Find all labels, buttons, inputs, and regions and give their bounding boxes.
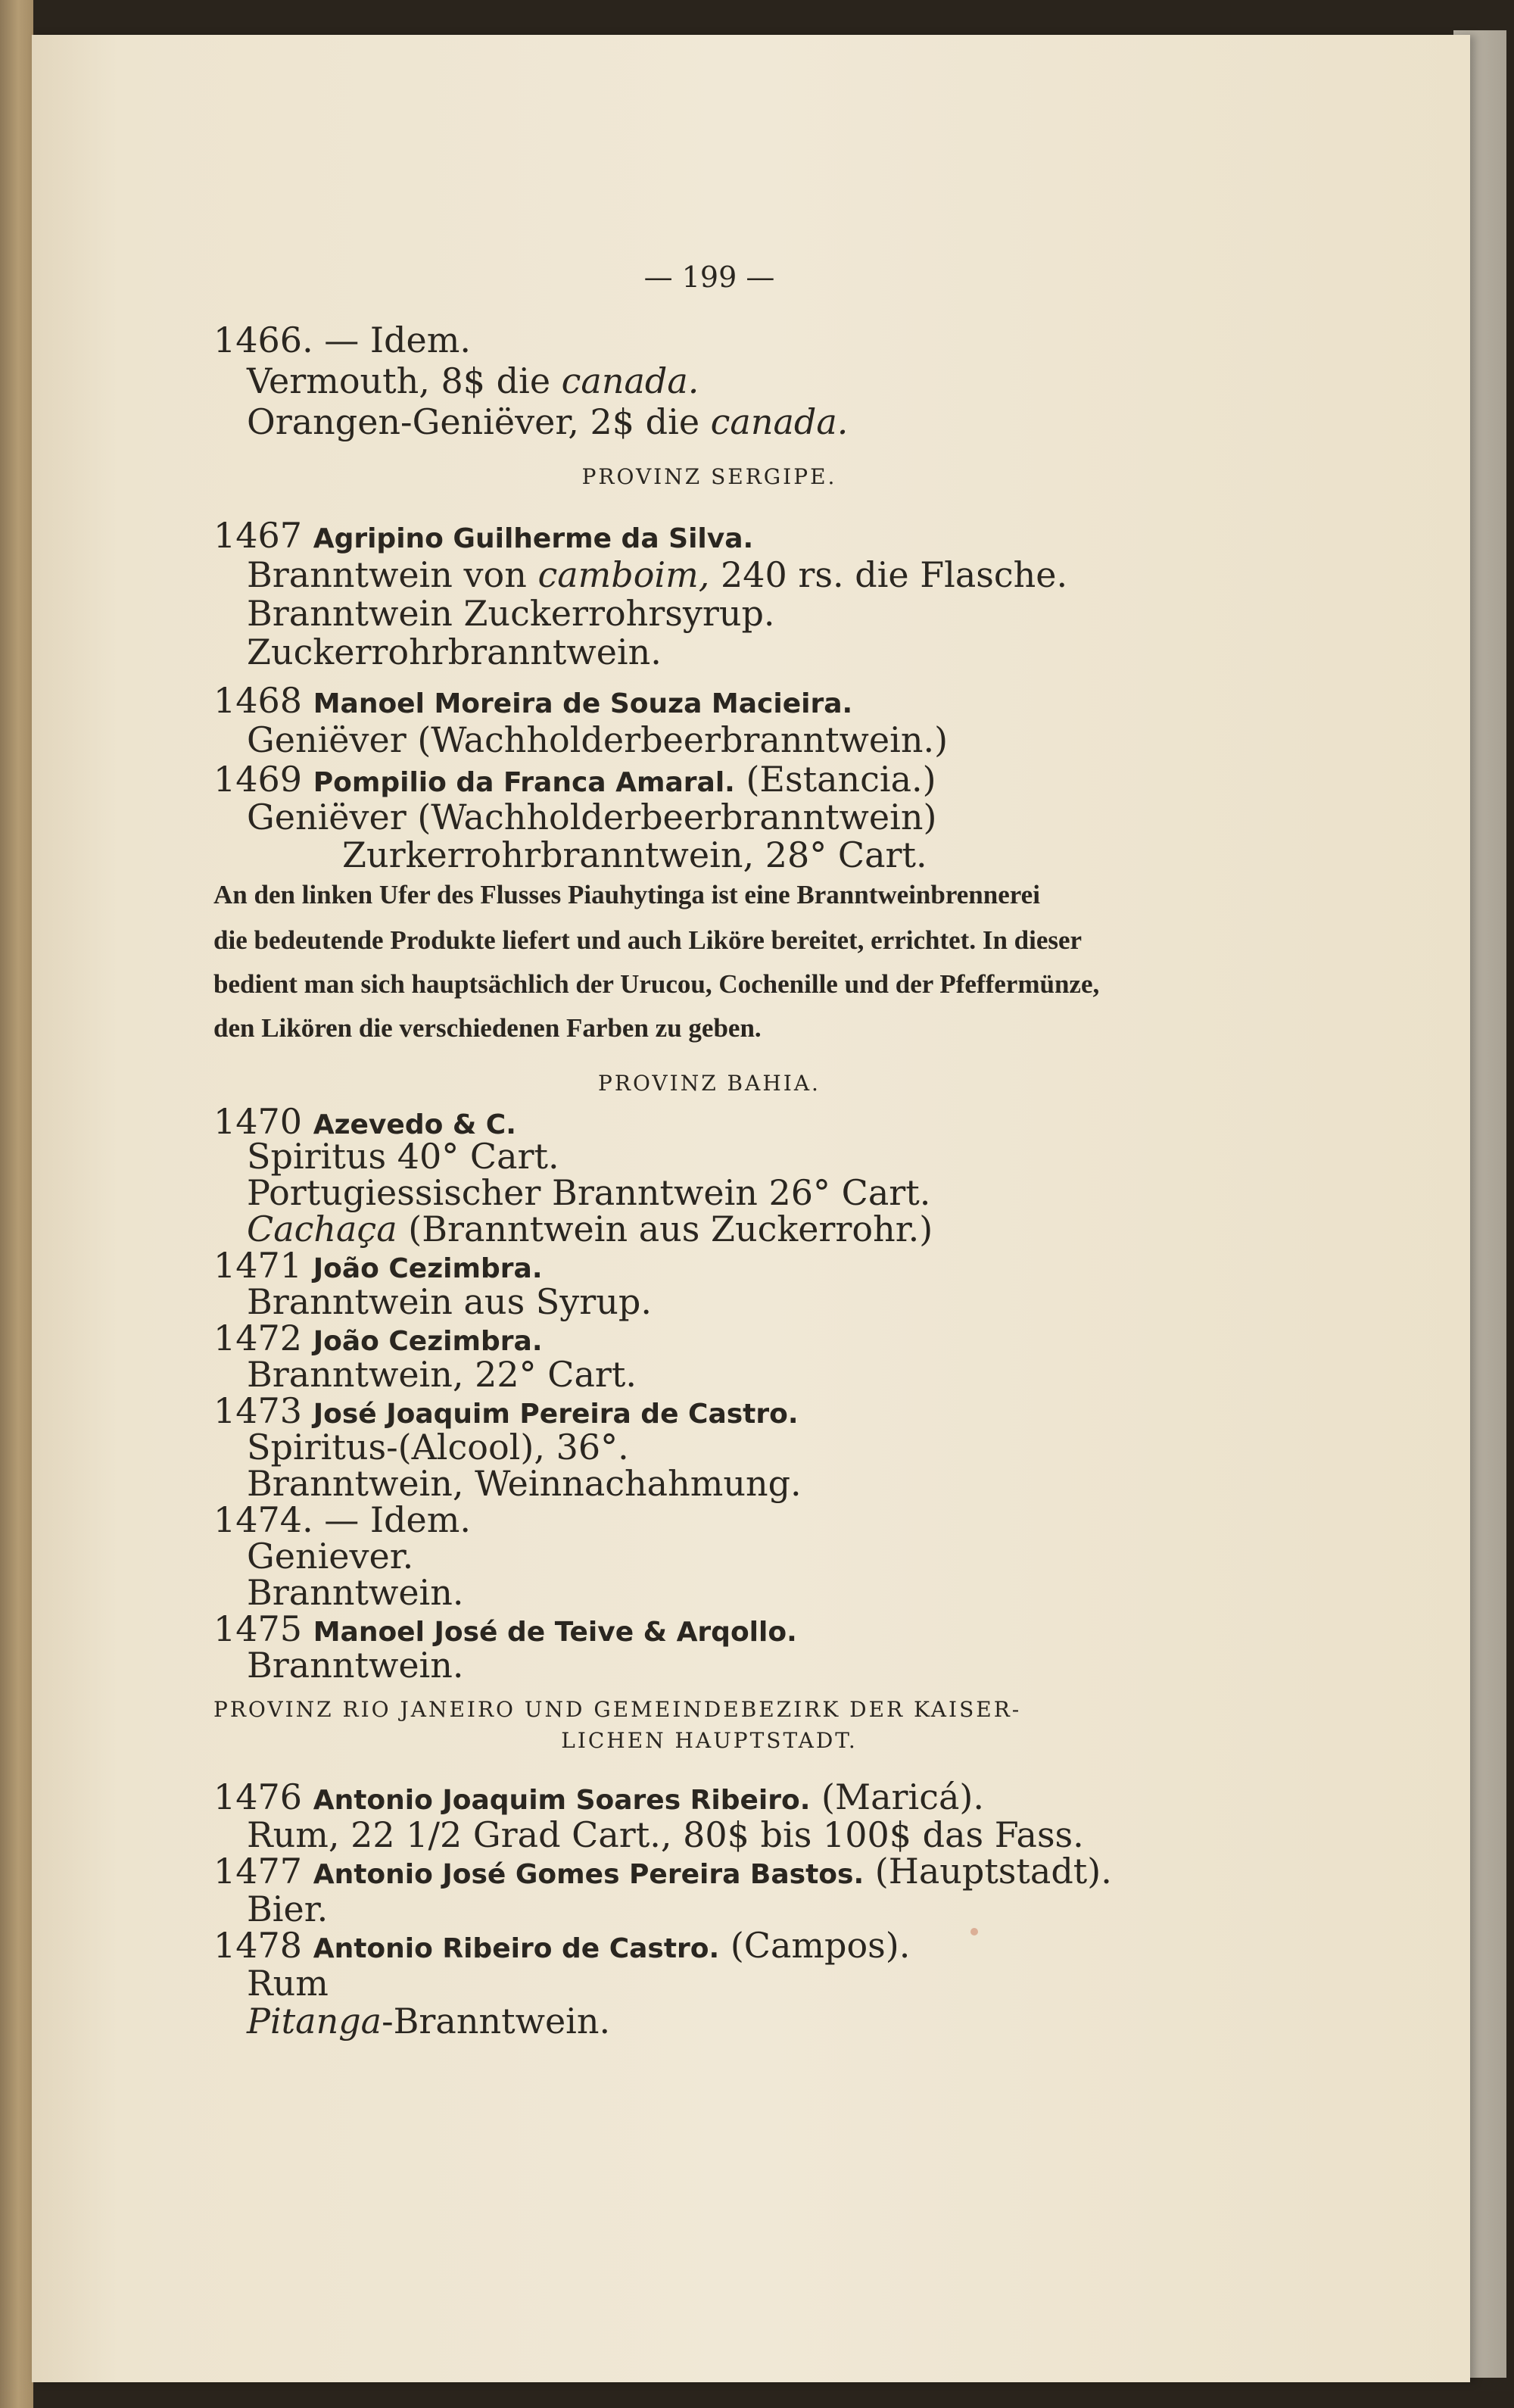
entry-1471-line-1: Branntwein aus Syrup. [247,1281,652,1322]
section-heading-sergipe: PROVINZ SERGIPE. [581,464,837,489]
entry-1472-line-1: Branntwein, 22° Cart. [247,1354,637,1395]
page-number: — 199 — [643,260,775,294]
entry-1466-line-2: Orangen-Geniëver, 2$ die canada. [247,401,849,442]
note-line-1: An den linken Ufer des Flusses Piauhytinga ist eine Branntweinbrennerei [213,880,1040,909]
note-line-4: den Likören die verschiedenen Farben zu geben. [213,1013,762,1043]
entry-1467-line-1: Branntwein von camboim, 240 rs. die Flasche. [247,554,1068,595]
entry-1468-heading: 1468 Manoel Moreira de Souza Macieira. [213,680,853,721]
entry-1467-heading: 1467 Agripino Guilherme da Silva. [213,515,754,556]
entry-1478-heading: 1478 Antonio Ribeiro de Castro. (Campos). [213,1925,911,1966]
entry-1473-heading: 1473 José Joaquim Pereira de Castro. [213,1390,799,1431]
section-heading-bahia: PROVINZ BAHIA. [598,1071,821,1096]
entry-1478-line-2: Pitanga-Branntwein. [247,2001,611,2041]
entry-1472-heading: 1472 João Cezimbra. [213,1318,543,1358]
section-heading-rio-line-1: PROVINZ RIO JANEIRO UND GEMEINDEBEZIRK DER KAISER- [213,1697,1022,1722]
entry-1471-heading: 1471 João Cezimbra. [213,1245,543,1286]
entry-1467-line-2: Branntwein Zuckerrohrsyrup. [247,593,775,634]
entry-1478-line-1: Rum [247,1963,329,2004]
entry-1469-line-2: Zurkerrohrbranntwein, 28° Cart. [342,834,927,875]
entry-1470-heading: 1470 Azevedo & C. [213,1101,516,1142]
note-line-3: bedient man sich hauptsächlich der Urucou, Cochenille und der Pfeffermünze, [213,969,1100,999]
entry-1470-line-2: Portugiessischer Branntwein 26° Cart. [247,1172,931,1213]
entry-1476-line-1: Rum, 22 1/2 Grad Cart., 80$ bis 100$ das Fass. [247,1814,1084,1855]
entry-1469-line-1: Geniëver (Wachholderbeerbranntwein) [247,797,937,837]
entry-1473-line-2: Branntwein, Weinnachahmung. [247,1463,802,1504]
entry-1468-line-1: Geniëver (Wachholderbeerbranntwein.) [247,719,949,760]
entry-1473-line-1: Spiritus-(Alcool), 36°. [247,1427,629,1468]
entry-1477-line-1: Bier. [247,1889,329,1929]
entry-1474-heading: 1474. — Idem. [213,1499,472,1540]
book-spine [0,0,33,2408]
page-text [32,35,1470,2382]
entry-1470-line-1: Spiritus 40° Cart. [247,1136,559,1177]
entry-1469-heading: 1469 Pompilio da Franca Amaral. (Estancia.) [213,759,936,800]
note-line-2: die bedeutende Produkte liefert und auch Liköre bereitet, errichtet. In dieser [213,925,1083,955]
entry-1476-heading: 1476 Antonio Joaquim Soares Ribeiro. (Maricá). [213,1776,984,1817]
entry-1466-line-1: Vermouth, 8$ die canada. [247,360,699,401]
book-page [32,35,1470,2382]
entry-1475-heading: 1475 Manoel José de Teive & Arqollo. [213,1608,797,1649]
entry-1466-heading: 1466. — Idem. [213,320,472,360]
entry-1474-line-2: Branntwein. [247,1572,464,1613]
entry-1467-line-3: Zuckerrohrbranntwein. [247,632,662,672]
entry-1477-heading: 1477 Antonio José Gomes Pereira Bastos. (Hauptstadt). [213,1851,1112,1892]
entry-1470-line-3: Cachaça (Branntwein aus Zuckerrohr.) [247,1209,933,1249]
section-heading-rio-line-2: LICHEN HAUPTSTADT. [561,1728,858,1753]
entry-1474-line-1: Geniever. [247,1536,414,1577]
entry-1475-line-1: Branntwein. [247,1645,464,1686]
